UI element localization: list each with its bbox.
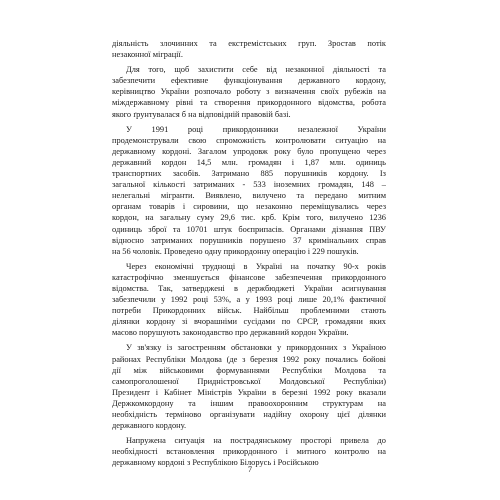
text-line: масово порушують законодавство про державний кордон України. xyxy=(112,328,349,338)
text-line: державний кордон 14,5 млн. громадян і 1,87 млн. одиниць xyxy=(112,157,386,167)
text-line: незаконної міграції. xyxy=(112,50,183,60)
text-line: самопроголошеної Придністровської Молдовської Республіки) xyxy=(112,376,386,386)
text-line: Для того, щоб захистити себе від незаконної діяльності та xyxy=(126,65,386,75)
text-line: необхідності встановлення прикордонного і митного контролю на xyxy=(112,447,386,457)
text-line: необхідність терміново організувати надійну охорону цієї ділянки xyxy=(112,410,386,419)
paragraph xyxy=(112,38,386,60)
text-line: продемонстрували свою спроможність контролювати ситуацію на xyxy=(112,135,386,145)
text-line: катастрофічно зменшується фінансове забезпечення прикордонного xyxy=(112,272,386,282)
text-line: якого ґрунтувалася б на відповідній правовій базі. xyxy=(112,109,291,119)
text-line: Президент і Кабінет Міністрів України в березні 1992 року вказали xyxy=(112,387,386,397)
paragraph xyxy=(112,435,386,468)
text-line: на 56 чоловік. Проведено одну прикордонну операцію і 229 пошуків. xyxy=(112,246,359,256)
text-line: державному кордоні. Загалом упродовж року було пропущено через xyxy=(112,146,386,156)
text-line: Напружена ситуація на пострадянському просторі привела до xyxy=(126,436,386,446)
text-line: забезпечили у 1992 році 53%, а у 1993 році лише 20,1% фактичної xyxy=(112,295,386,305)
text-line: потреби Прикордонних військ. Найбільш проблемними стають xyxy=(112,306,386,316)
text-line: У зв'язку із загостренням обстановки у прикордонних з Україною xyxy=(126,343,386,353)
document-body xyxy=(112,38,386,468)
paragraph xyxy=(112,124,386,257)
text-line: міждержавному рівні та створення прикордонного відомства, робота xyxy=(112,98,386,108)
text-line: дії між військовими формуваннями Республіки Молдова та xyxy=(112,365,386,375)
text-line: одиниць зброї та 10701 штук боєприпасів. Органами дізнання ПВУ xyxy=(112,224,386,234)
text-line: Держкомкордону та іншим правоохоронним структурам на xyxy=(112,398,386,408)
text-line: районах Республіки Молдова (де з березня 1992 року почались бойові xyxy=(112,354,386,364)
text-line: відносно затриманих порушників порушено 37 кримінальних справ xyxy=(112,235,386,245)
text-line: відомства. Так, затверджені в держбюджеті України асигнування xyxy=(112,283,386,293)
text-line: державного кордону. xyxy=(112,421,187,431)
text-line: ділянки кордону зі вчорашніми сусідами по СРСР, громадяни яких xyxy=(112,317,386,327)
text-line: У 1991 році прикордонники незалежної України xyxy=(126,124,386,134)
paragraph xyxy=(112,64,386,119)
text-line: керівництво України розпочало роботу з визначення своїх рубежів на xyxy=(112,87,386,97)
paragraph xyxy=(112,342,386,431)
page-number: 7 xyxy=(247,465,253,474)
paragraph xyxy=(112,261,386,339)
text-line: діяльність злочинних та екстремістських груп. Зростав потік xyxy=(112,39,386,48)
text-line: державному кордоні з Республікою Білорусь і Російською xyxy=(112,458,319,468)
text-line: Через економічні труднощі в Україні на початку 90-х років xyxy=(126,261,386,271)
text-line: кордон, на загальну суму 29,6 тис. крб. Крім того, вилучено 1236 xyxy=(112,213,386,223)
text-line: нелегальні мігранти. Виявлено, вилучено та передано митним xyxy=(112,191,386,201)
text-line: забезпечити ефективне функціонування державного кордону, xyxy=(112,76,386,86)
text-line: транспортних засобів. Затримано 885 порушників кордону. Із xyxy=(112,169,386,179)
text-line: загальної кількості затриманих - 533 іноземних громадян, 148 – xyxy=(112,180,386,190)
text-line: органам товарів і сировини, що незаконно переміщувались через xyxy=(112,202,386,212)
